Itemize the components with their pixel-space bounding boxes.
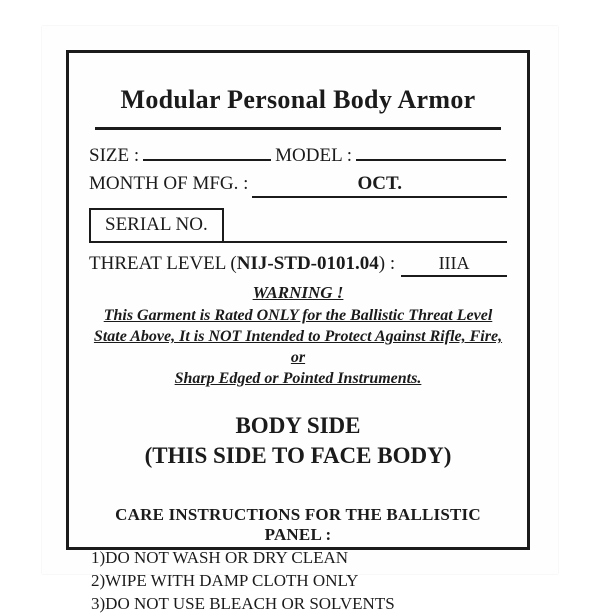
warning-text	[89, 305, 507, 389]
title-divider	[95, 127, 501, 130]
body-side-heading: BODY SIDE	[235, 413, 361, 439]
month-of-mfg-value[interactable]: OCT.	[252, 173, 507, 198]
care-instruction-item: 1)DO NOT WASH OR DRY CLEAN	[91, 548, 349, 568]
label-border	[66, 50, 530, 614]
serial-no-label: SERIAL NO.	[89, 208, 224, 243]
warning-heading: WARNING !	[252, 283, 344, 302]
threat-level-label-suffix: ) :	[378, 253, 396, 274]
serial-no-input[interactable]	[224, 208, 507, 243]
size-model-row	[89, 144, 507, 167]
page-title: Modular Personal Body Armor	[120, 85, 476, 114]
size-input[interactable]	[143, 144, 271, 161]
threat-level-label: THREAT LEVEL (	[89, 253, 237, 274]
care-instructions-heading: CARE INSTRUCTIONS FOR THE BALLISTIC PANEL :	[115, 505, 481, 545]
model-label: MODEL :	[275, 145, 353, 166]
warning-line-1: This Garment is Rated ONLY for the Ballistic Threat Level	[103, 307, 493, 324]
month-of-mfg-label: MONTH OF MFG. :	[89, 173, 249, 194]
threat-level-row	[89, 253, 507, 277]
warning-line-3: Sharp Edged or Pointed Instruments.	[174, 370, 422, 388]
body-side-subheading: (THIS SIDE TO FACE BODY)	[144, 443, 452, 469]
label-card	[42, 26, 558, 614]
month-of-mfg-row	[89, 173, 507, 198]
care-instruction-item: 3)DO NOT USE BLEACH OR SOLVENTS	[91, 594, 395, 614]
model-input[interactable]	[356, 144, 506, 161]
warning-line-2: State Above, It is NOT Intended to Protect Against Rifle, Fire, or	[93, 328, 503, 367]
label-content	[69, 53, 527, 614]
size-label: SIZE :	[89, 145, 140, 166]
threat-level-standard: NIJ-STD-0101.04	[236, 253, 379, 274]
serial-no-row	[89, 208, 507, 243]
threat-level-value[interactable]: IIIA	[401, 253, 507, 277]
care-instruction-item: 2)WIPE WITH DAMP CLOTH ONLY	[91, 571, 359, 591]
